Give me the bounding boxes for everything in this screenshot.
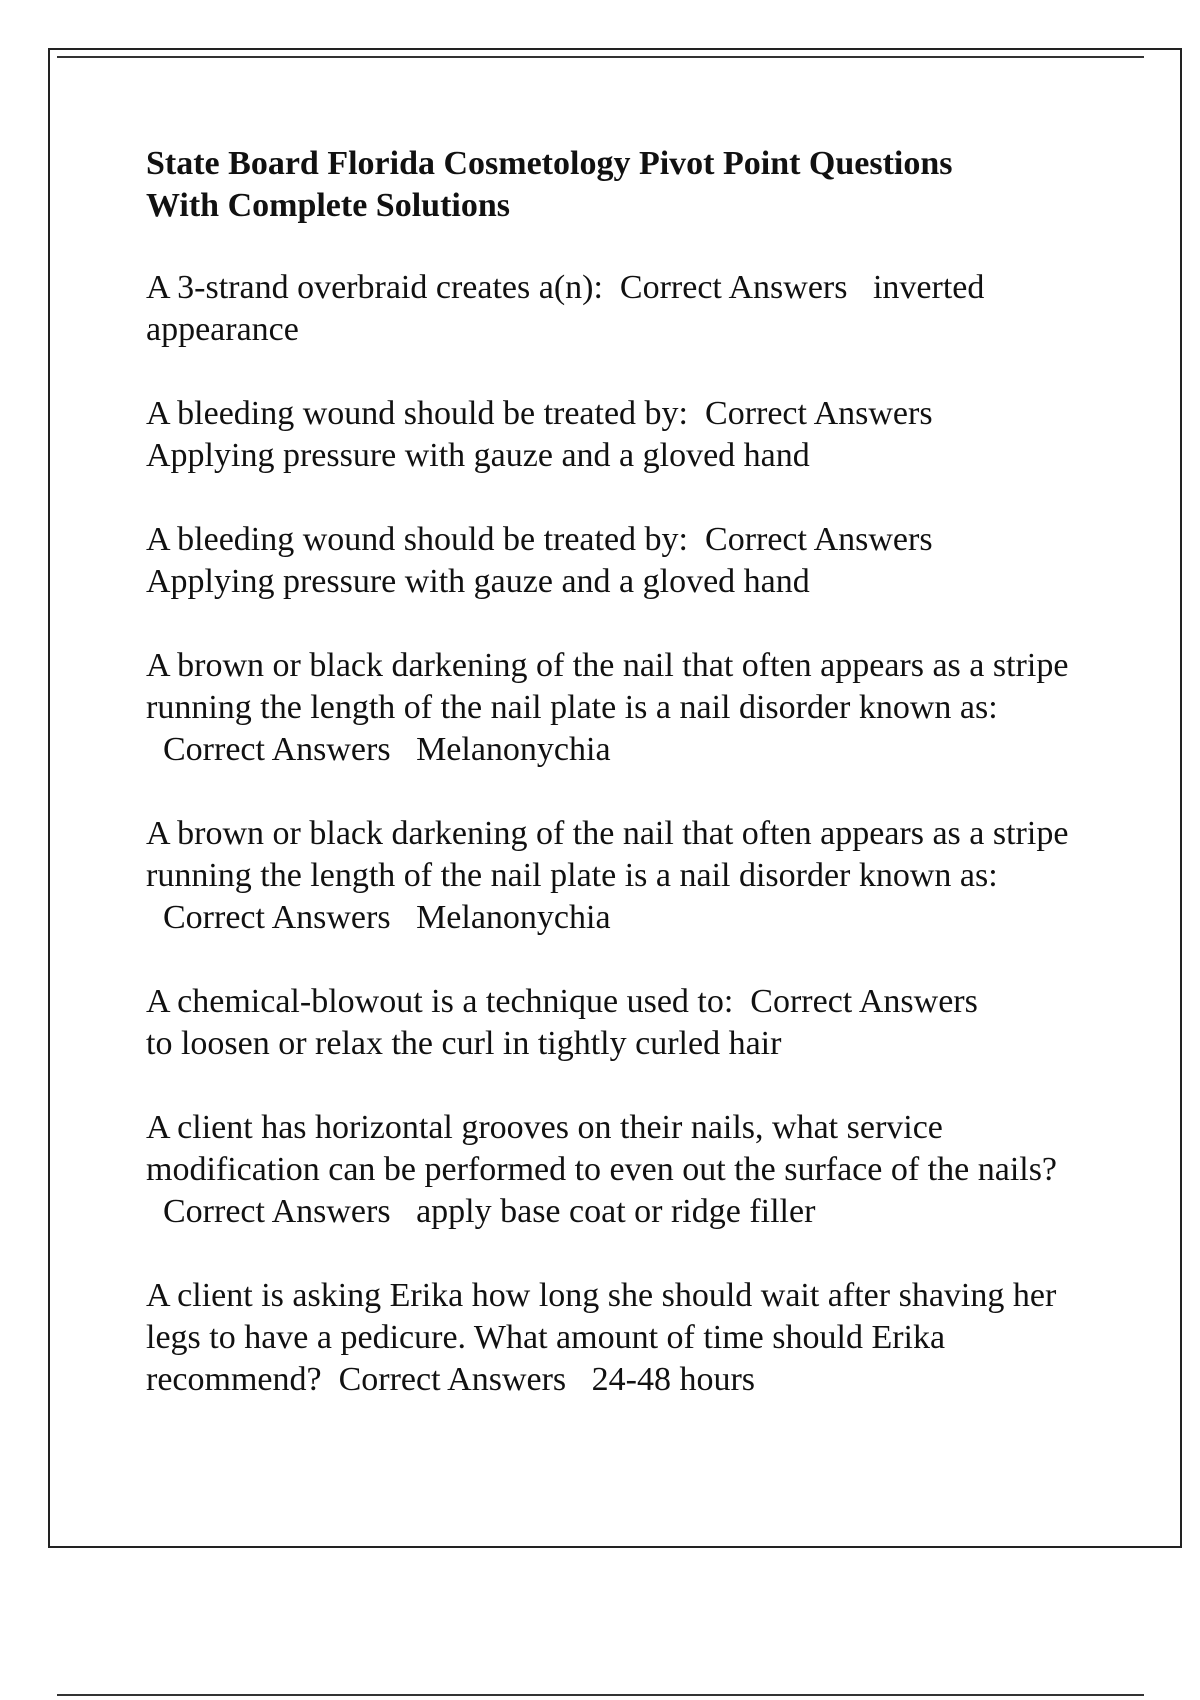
answer-text: inverted appearance	[146, 269, 985, 348]
answer-text: Applying pressure with gauze and a gloved hand	[146, 563, 810, 600]
qa-item	[146, 981, 1096, 1065]
answer-label: Correct Answers	[750, 983, 978, 1020]
answer-label: Correct Answers	[619, 269, 848, 306]
question-text: A brown or black darkening of the nail that often appears as a stripe running the length of the nail plate is a nail disorder known as:	[146, 815, 1069, 894]
qa-item	[146, 1275, 1096, 1401]
qa-item	[146, 1107, 1096, 1233]
question-text: A client is asking Erika how long she should wait after shaving her legs to have a pedicure. What amount of time should Erika recommend?	[146, 1277, 1057, 1398]
answer-label: Correct Answers	[338, 1361, 567, 1398]
question-text: A chemical-blowout is a technique used to:	[146, 983, 734, 1020]
answer-text: to loosen or relax the curl in tightly curled hair	[146, 1025, 782, 1062]
qa-item	[146, 519, 1096, 603]
question-text: A bleeding wound should be treated by:	[146, 395, 689, 432]
answer-label: Correct Answers	[705, 521, 933, 558]
qa-item	[146, 813, 1096, 939]
qa-item	[146, 267, 1096, 351]
answer-text: Melanonychia	[416, 899, 611, 936]
answer-text: apply base coat or ridge filler	[416, 1193, 816, 1230]
bottom-rule	[57, 1694, 1144, 1696]
question-text: A bleeding wound should be treated by:	[146, 521, 689, 558]
answer-label: Correct Answers	[163, 899, 391, 936]
answer-label: Correct Answers	[163, 731, 391, 768]
title-line-1: State Board Florida Cosmetology Pivot Point Questions	[146, 145, 953, 182]
answer-text: Melanonychia	[416, 731, 611, 768]
answer-text: 24-48 hours	[591, 1361, 756, 1398]
answer-text: Applying pressure with gauze and a gloved hand	[146, 437, 810, 474]
question-text: A client has horizontal grooves on their nails, what service modification can be performed to even out the surface of the nails?	[146, 1109, 1058, 1188]
document-content	[146, 143, 1096, 1443]
title-line-2: With Complete Solutions	[146, 187, 510, 224]
qa-item	[146, 645, 1096, 771]
question-text: A 3-strand overbraid creates a(n):	[146, 269, 603, 306]
qa-item	[146, 393, 1096, 477]
question-text: A brown or black darkening of the nail that often appears as a stripe running the length of the nail plate is a nail disorder known as:	[146, 647, 1069, 726]
answer-label: Correct Answers	[163, 1193, 391, 1230]
document-title	[146, 143, 1096, 227]
answer-label: Correct Answers	[705, 395, 933, 432]
